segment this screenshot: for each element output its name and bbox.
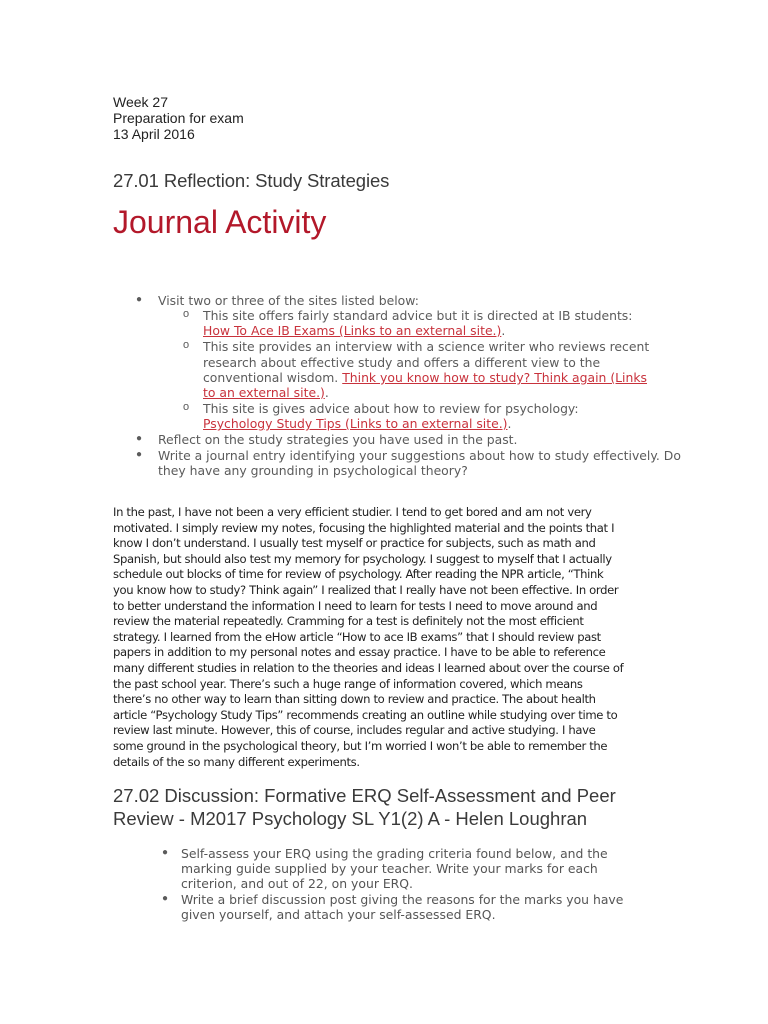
erq-item-discussion-b: given yourself, and attach your self-assessed ERQ. [181,907,496,922]
essay-line: the past school year. There’s such a huge range of information covered, which means [113,676,583,691]
essay-line: you know how to study? Think again” I realized that I really have not been effective. In order [113,582,619,597]
essay-line: details of the so many different experiments. [113,754,360,769]
essay-line: strategy. I learned from the eHow article “How to ace IB exams” that I should review past [113,629,601,644]
essay-line: schedule out blocks of time for review of psychology. After reading the NPR article, “Think [113,567,604,582]
essay-line: know I don’t understand. I usually test myself or practice for subjects, such as math and [113,536,596,551]
circle-bullet-icon: o [183,339,190,351]
period: . [507,416,512,431]
link-think-you-know-cont[interactable]: to an external site.) [203,385,325,400]
link-think-you-know[interactable]: Think you know how to study? Think again (Links [342,370,647,385]
journal-entry-paragraph [113,505,653,770]
section-title-erq-line-a: 27.02 Discussion: Formative ERQ Self-Assessment and Peer [113,785,616,806]
sub-item-npr-line-d [203,385,329,401]
section-title-reflection: 27.01 Reflection: Study Strategies [113,170,390,191]
essay-line: Spanish, but should also test my memory for psychology. I suggest to myself that I actually [113,551,612,566]
essay-line: review the material repeatedly. Cramming for a test is definitely not the most efficient [113,614,584,629]
sub-item-ib-text: This site offers fairly standard advice but it is directed at IB students: [203,308,633,323]
erq-item-self-assess-b: marking guide supplied by your teacher. Write your marks for each [181,861,598,876]
essay-line: motivated. I simply review my notes, focusing the highlighted material and the points that I [113,520,615,535]
essay-line: some ground in the psychological theory, but I’m worried I won’t be able to remember the [113,738,608,753]
essay-line: In the past, I have not been a very efficient studier. I tend to get bored and am not very [113,505,592,519]
sub-item-npr-text-b: research about effective study and offers a different view to the [203,355,601,370]
essay-line: review last minute. However, this of course, includes regular and active studying. I have [113,723,596,738]
essay-line: many different studies in relation to the theories and ideas I learned about over the course of [113,660,624,675]
period: . [501,323,506,338]
journal-activity-heading: Journal Activity [113,204,327,240]
essay-line: there’s no other way to learn than sitting down to review and practice. The about health [113,692,596,707]
list-item-journal-b: they have any grounding in psychological theory? [158,463,468,478]
bullet-icon: ● [136,433,143,444]
period: . [324,385,329,400]
erq-item-self-assess-a: Self-assess your ERQ using the grading criteria found below, and the [181,846,608,861]
sub-item-psych-text: This site is gives advice about how to review for psychology: [203,401,579,416]
circle-bullet-icon: o [183,401,190,413]
sub-item-ib-link-line [203,323,505,339]
link-ace-ib-exams[interactable]: How To Ace IB Exams (Links to an external site.) [203,323,502,338]
erq-item-discussion-a: Write a brief discussion post giving the reasons for the marks you have [181,892,624,907]
essay-line: article “Psychology Study Tips” recommends creating an outline while studying over time to [113,707,618,722]
date-label: 13 April 2016 [113,126,195,142]
essay-line: to better understand the information I need to learn for tests I need to move around and [113,598,598,613]
erq-item-self-assess-c: criterion, and out of 22, on your ERQ. [181,876,413,891]
circle-bullet-icon: o [183,308,190,320]
sub-item-npr-line-c [203,370,647,386]
list-item-journal-a: Write a journal entry identifying your suggestions about how to study effectively. Do [158,448,681,463]
bullet-icon: ● [162,847,169,858]
section-title-erq [113,784,673,830]
bullet-icon: ● [136,449,143,460]
list-item-reflect: Reflect on the study strategies you have used in the past. [158,432,518,447]
section-title-erq-line-b: Review - M2017 Psychology SL Y1(2) A - Helen Loughran [113,808,588,829]
prep-label: Preparation for exam [113,110,244,126]
sub-item-npr-text-c: conventional wisdom. [203,370,339,385]
sub-item-psych-link-line [203,416,511,432]
sub-item-npr-text-a: This site provides an interview with a science writer who reviews recent [203,339,650,354]
link-psychology-study-tips[interactable]: Psychology Study Tips (Links to an external site.) [203,416,508,431]
week-label: Week 27 [113,94,168,110]
bullet-icon: ● [162,893,169,904]
essay-line: papers in addition to my personal notes and essay practice. I have to be able to reference [113,645,606,660]
bullet-icon: ● [136,294,143,305]
list-item-visit: Visit two or three of the sites listed below: [158,293,419,308]
